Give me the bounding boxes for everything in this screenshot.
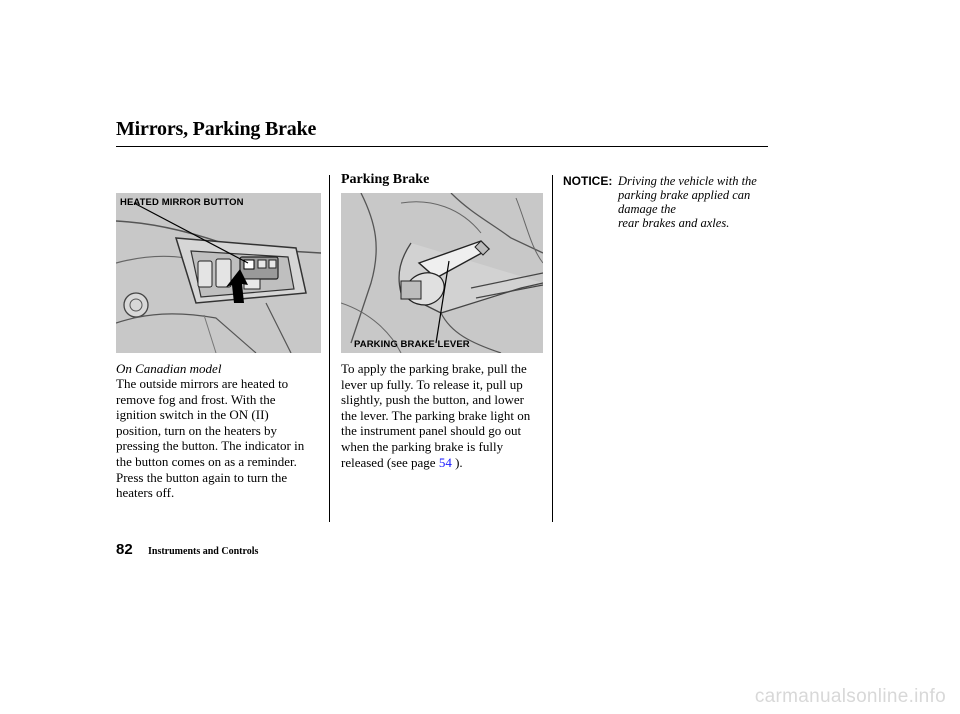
heated-mirror-figure: [116, 193, 321, 353]
site-watermark: carmanualsonline.info: [754, 686, 946, 707]
page-number: 82: [116, 541, 133, 558]
heated-mirror-illustration: [116, 193, 321, 353]
column-divider-right: [552, 175, 553, 522]
title-rule: [116, 146, 768, 147]
notice-label: NOTICE:: [563, 174, 613, 188]
heated-mirror-callout: HEATED MIRROR BUTTON: [120, 197, 244, 208]
parking-brake-illustration: [341, 193, 543, 353]
parking-brake-text-end: ).: [451, 454, 463, 470]
figure-caption: On Canadian model: [116, 361, 222, 376]
parking-brake-figure: [341, 193, 543, 353]
footer-section-title: Instruments and Controls: [148, 546, 259, 557]
parking-brake-callout: PARKING BRAKE LEVER: [354, 339, 470, 350]
notice-text: Driving the vehicle with the parking brake applied can damage the rear brakes and axles.: [618, 174, 757, 230]
parking-brake-heading: Parking Brake: [341, 172, 430, 187]
parking-brake-description: [341, 361, 551, 470]
heated-mirror-description: The outside mirrors are heated to remove fog and frost. With the ignition switch in the ON (II) position, turn on the heaters by pressing the button. The indicator in the button comes on as a reminder. Press the button again to turn the heaters off.: [116, 376, 305, 501]
page-54-link[interactable]: 54: [438, 454, 452, 470]
column-divider-left: [329, 175, 330, 522]
parking-brake-text: To apply the parking brake, pull the lever up fully. To release it, pull up slightly, push the button, and lower the lever. The parking brake light on the instrument panel should go out when the parking brake is fully released (see page: [341, 361, 531, 470]
page-title: Mirrors, Parking Brake: [116, 118, 317, 140]
